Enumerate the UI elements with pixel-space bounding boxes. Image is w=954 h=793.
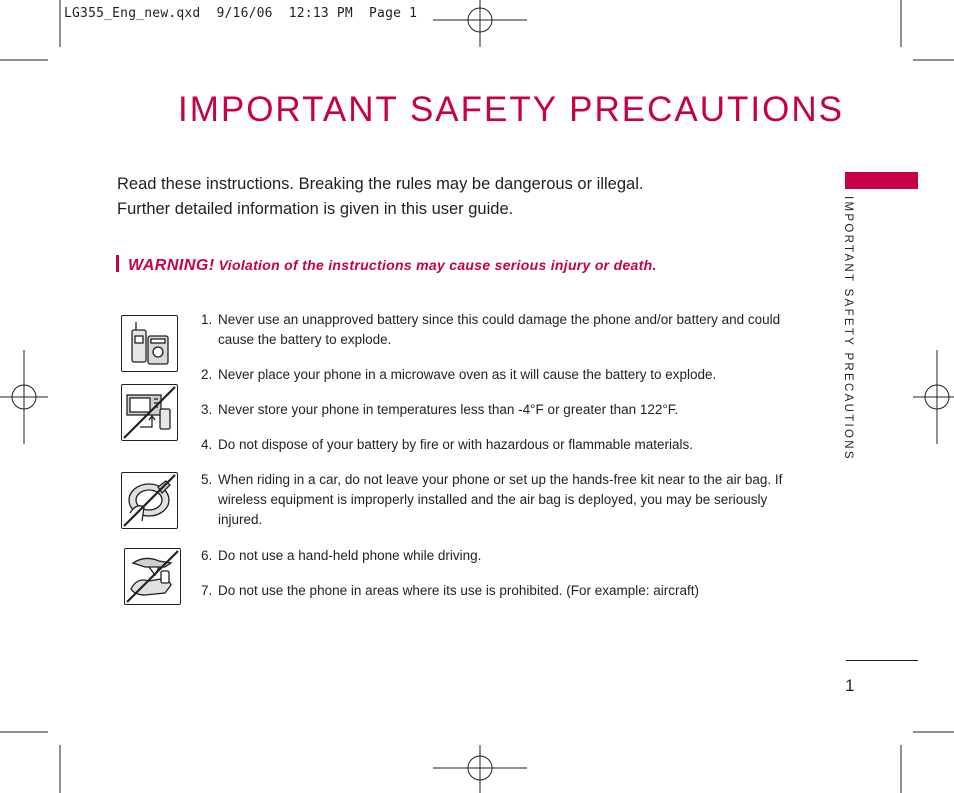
list-item-number: 6. <box>201 548 213 563</box>
list-item-text: Never use an unapproved battery since this could damage the phone and/or battery and could cause the battery to explode. <box>218 312 781 347</box>
intro-paragraph <box>117 172 757 222</box>
list-item-text: Never store your phone in temperatures less than -4°F or greater than 122°F. <box>218 402 679 417</box>
section-tab <box>845 172 918 189</box>
list-item-number: 2. <box>201 367 213 382</box>
list-item-7 <box>201 581 813 601</box>
page-number-rule <box>846 660 918 661</box>
list-item-6 <box>201 546 813 566</box>
aircraft-hand-icon <box>124 548 181 605</box>
list-item-2 <box>201 365 813 385</box>
registration-mark-bottom <box>433 745 527 793</box>
page-number: 1 <box>845 676 855 695</box>
registration-mark-top <box>433 0 527 47</box>
intro-line-2: Further detailed information is given in this user guide. <box>117 200 514 218</box>
list-item-3 <box>201 400 813 420</box>
list-item-number: 5. <box>201 472 213 487</box>
warning-text: Violation of the instructions may cause serious injury or death. <box>218 257 657 273</box>
warning-label: WARNING! <box>128 257 215 274</box>
page-title: IMPORTANT SAFETY PRECAUTIONS <box>177 90 844 129</box>
section-tab-label: IMPORTANT SAFETY PRECAUTIONS <box>842 196 854 461</box>
registration-mark-right <box>913 350 954 444</box>
list-item-text: When riding in a car, do not leave your phone or set up the hands-free kit near to the air bag. If wireless equipment is improperly installed and the air bag is deployed, you may be seriously injured. <box>218 472 783 527</box>
list-item-1 <box>201 310 813 350</box>
warning-banner <box>116 255 657 275</box>
warning-bar <box>116 255 119 272</box>
list-item-number: 4. <box>201 437 213 452</box>
list-item-text: Never place your phone in a microwave oven as it will cause the battery to explode. <box>218 367 717 382</box>
microwave-oven-icon <box>121 384 178 441</box>
intro-line-1: Read these instructions. Breaking the rules may be dangerous or illegal. <box>117 175 644 193</box>
list-item-number: 3. <box>201 402 213 417</box>
list-item-text: Do not use a hand-held phone while driving. <box>218 548 482 563</box>
airbag-steering-wheel-icon <box>121 472 178 529</box>
list-item-number: 7. <box>201 583 213 598</box>
list-item-text: Do not use the phone in areas where its use is prohibited. (For example: aircraft) <box>218 583 699 598</box>
list-item-5 <box>201 470 813 530</box>
registration-mark-left <box>0 350 48 444</box>
list-item-4 <box>201 435 813 455</box>
list-item-text: Do not dispose of your battery by fire or with hazardous or flammable materials. <box>218 437 693 452</box>
print-slug-line: LG355_Eng_new.qxd 9/16/06 12:13 PM Page 1 <box>64 6 418 21</box>
list-item-number: 1. <box>201 312 213 327</box>
battery-phone-icon <box>121 315 178 372</box>
